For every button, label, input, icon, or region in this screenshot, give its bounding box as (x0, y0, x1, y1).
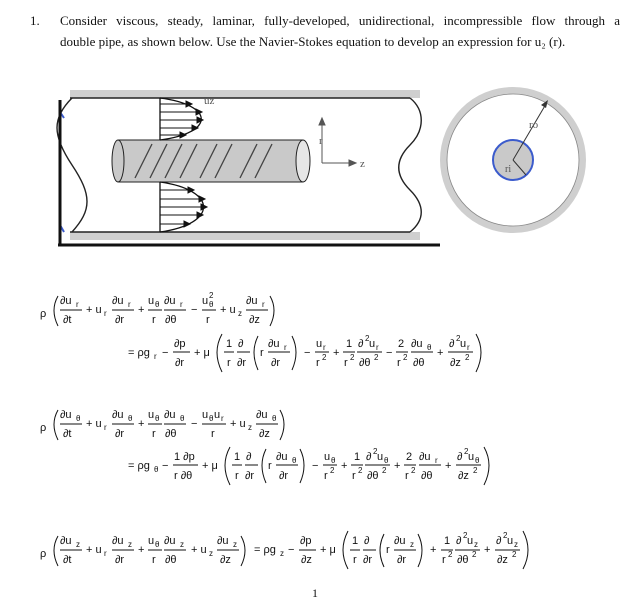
svg-text:∂: ∂ (238, 338, 244, 350)
svg-text:θ: θ (76, 414, 81, 423)
svg-text:−: − (386, 347, 393, 359)
svg-text:2: 2 (209, 291, 214, 300)
svg-text:∂u: ∂u (164, 535, 176, 547)
svg-text:r: r (376, 343, 379, 352)
theta-momentum-lhs (40, 409, 284, 440)
svg-text:∂: ∂ (449, 338, 455, 350)
svg-text:∂r: ∂r (279, 470, 289, 482)
svg-text:−: − (191, 304, 198, 316)
svg-text:r: r (180, 300, 183, 309)
svg-text:2: 2 (406, 451, 413, 463)
svg-text:r: r (152, 314, 156, 326)
velocity-label: uz (204, 95, 215, 107)
svg-text:∂: ∂ (457, 451, 463, 463)
svg-text:∂: ∂ (366, 451, 372, 463)
svg-text:u: u (148, 295, 155, 307)
svg-text:−: − (304, 347, 311, 359)
svg-text:r: r (442, 554, 446, 566)
svg-text:∂u: ∂u (164, 295, 176, 307)
svg-text:2: 2 (472, 550, 477, 559)
svg-text:∂t: ∂t (63, 314, 72, 326)
svg-text:∂θ: ∂θ (165, 428, 177, 440)
svg-text:∂u: ∂u (419, 451, 431, 463)
svg-text:∂θ: ∂θ (359, 357, 371, 369)
svg-text:∂u: ∂u (112, 295, 124, 307)
svg-text:∂z: ∂z (301, 554, 312, 566)
svg-text:2: 2 (322, 353, 327, 362)
svg-text:+ u: + u (191, 544, 207, 556)
svg-text:= ρg: = ρg (254, 544, 276, 556)
r-momentum-rhs (128, 334, 481, 372)
svg-text:r: r (386, 544, 390, 556)
outer-radius-label: ro (529, 119, 539, 131)
svg-text:θ: θ (272, 414, 277, 423)
svg-text:r: r (397, 357, 401, 369)
svg-text:θ: θ (209, 414, 214, 423)
svg-text:2: 2 (448, 550, 453, 559)
svg-text:+ u: + u (86, 544, 102, 556)
svg-text:r: r (211, 428, 215, 440)
svg-text:r: r (128, 300, 131, 309)
svg-text:1: 1 (352, 535, 359, 547)
z-momentum (40, 531, 528, 569)
svg-text:+: + (138, 418, 145, 430)
svg-text:r: r (221, 414, 224, 423)
svg-text:∂θ: ∂θ (421, 470, 433, 482)
svg-text:ρ: ρ (40, 422, 47, 434)
svg-text:1: 1 (226, 338, 233, 350)
svg-text:u: u (377, 451, 384, 463)
svg-text:u: u (316, 338, 323, 350)
svg-text:2: 2 (473, 466, 478, 475)
svg-text:r: r (323, 343, 326, 352)
axis-r-label: r (319, 135, 323, 147)
svg-text:∂r: ∂r (115, 314, 125, 326)
svg-text:∂z: ∂z (450, 357, 461, 369)
svg-text:2: 2 (358, 466, 363, 475)
svg-text:1: 1 (234, 451, 241, 463)
svg-text:u: u (324, 451, 331, 463)
svg-text:r: r (104, 309, 107, 318)
svg-text:∂: ∂ (456, 535, 462, 547)
svg-text:∂r: ∂r (363, 554, 373, 566)
svg-text:+: + (138, 304, 145, 316)
svg-text:∂p: ∂p (300, 535, 312, 547)
svg-text:∂z: ∂z (458, 470, 469, 482)
svg-text:+: + (333, 347, 340, 359)
svg-text:∂θ: ∂θ (457, 554, 469, 566)
svg-text:2: 2 (382, 466, 387, 475)
theta-momentum-rhs (128, 447, 489, 485)
svg-text:r: r (104, 423, 107, 432)
svg-text:u: u (460, 338, 467, 350)
svg-text:u: u (202, 409, 209, 421)
svg-text:∂u: ∂u (394, 535, 406, 547)
svg-text:∂t: ∂t (63, 554, 72, 566)
svg-text:∂: ∂ (496, 535, 502, 547)
svg-text:1: 1 (354, 451, 361, 463)
svg-text:2: 2 (398, 338, 405, 350)
svg-text:+: + (341, 460, 348, 472)
svg-text:−: − (162, 347, 169, 359)
svg-text:r: r (76, 300, 79, 309)
svg-text:= ρg: = ρg (128, 460, 150, 472)
svg-text:∂r: ∂r (115, 428, 125, 440)
svg-text:∂u: ∂u (60, 409, 72, 421)
svg-text:+: + (445, 460, 452, 472)
svg-text:θ: θ (155, 540, 160, 549)
svg-text:θ: θ (475, 456, 480, 465)
svg-text:θ: θ (128, 414, 133, 423)
svg-text:+: + (394, 460, 401, 472)
svg-text:2: 2 (330, 466, 335, 475)
svg-text:r: r (260, 347, 264, 359)
svg-text:+: + (430, 544, 437, 556)
svg-text:∂u: ∂u (411, 338, 423, 350)
svg-text:−: − (288, 544, 295, 556)
svg-text:∂r: ∂r (237, 357, 247, 369)
svg-text:+: + (484, 544, 491, 556)
svg-text:θ: θ (427, 343, 432, 352)
svg-text:r: r (467, 343, 470, 352)
svg-text:∂θ: ∂θ (165, 314, 177, 326)
svg-text:u: u (214, 409, 221, 421)
svg-text:u: u (468, 451, 475, 463)
svg-text:z: z (248, 423, 252, 432)
svg-text:u: u (369, 338, 376, 350)
svg-text:u: u (507, 535, 514, 547)
svg-text:∂u: ∂u (60, 295, 72, 307)
svg-text:2: 2 (456, 334, 461, 343)
svg-text:z: z (410, 540, 414, 549)
problem-number: 1. (30, 13, 40, 28)
svg-text:z: z (233, 540, 237, 549)
svg-text:θ: θ (154, 465, 159, 474)
svg-text:z: z (280, 549, 284, 558)
svg-text:+: + (138, 544, 145, 556)
svg-text:θ: θ (331, 456, 336, 465)
svg-text:∂z: ∂z (249, 314, 260, 326)
inner-radius-label: ri (505, 164, 512, 175)
svg-text:2: 2 (503, 531, 508, 540)
svg-text:θ: θ (180, 414, 185, 423)
svg-text:1: 1 (444, 535, 451, 547)
svg-text:2: 2 (365, 334, 370, 343)
svg-text:∂u: ∂u (217, 535, 229, 547)
svg-text:= ρg: = ρg (128, 347, 150, 359)
svg-text:2: 2 (403, 353, 408, 362)
svg-text:u: u (467, 535, 474, 547)
axis-z-label: z (360, 158, 365, 170)
svg-text:+ u: + u (220, 304, 236, 316)
svg-text:u: u (202, 295, 209, 307)
svg-text:2: 2 (350, 353, 355, 362)
svg-text:z: z (238, 309, 242, 318)
svg-text:∂: ∂ (358, 338, 364, 350)
svg-text:+ u: + u (86, 418, 102, 430)
svg-text:∂: ∂ (364, 535, 370, 547)
svg-text:+: + (437, 347, 444, 359)
svg-text:r: r (104, 549, 107, 558)
svg-text:r: r (405, 470, 409, 482)
svg-text:θ: θ (155, 414, 160, 423)
svg-text:r: r (324, 470, 328, 482)
svg-text:∂r: ∂r (245, 470, 255, 482)
svg-text:r: r (235, 470, 239, 482)
svg-text:ρ: ρ (40, 308, 47, 320)
svg-text:∂u: ∂u (60, 535, 72, 547)
svg-text:u: u (148, 409, 155, 421)
svg-text:∂u: ∂u (256, 409, 268, 421)
svg-text:2: 2 (463, 531, 468, 540)
svg-text:z: z (514, 540, 518, 549)
svg-text:∂p: ∂p (174, 338, 186, 350)
svg-text:∂r: ∂r (271, 357, 281, 369)
svg-text:z: z (76, 540, 80, 549)
svg-text:∂z: ∂z (497, 554, 508, 566)
svg-text:∂: ∂ (246, 451, 252, 463)
svg-text:2: 2 (512, 550, 517, 559)
svg-text:r ∂θ: r ∂θ (174, 470, 193, 482)
svg-text:r: r (435, 456, 438, 465)
svg-text:ρ: ρ (40, 548, 47, 560)
svg-text:r: r (353, 554, 357, 566)
svg-text:z: z (128, 540, 132, 549)
svg-text:1: 1 (346, 338, 353, 350)
svg-text:θ: θ (292, 456, 297, 465)
svg-text:−: − (312, 460, 319, 472)
svg-text:r: r (152, 554, 156, 566)
problem-text-line-1: Consider viscous, steady, laminar, fully-developed, unidirectional, incompressible flow through a (60, 13, 620, 28)
svg-text:θ: θ (209, 300, 214, 309)
svg-text:+ μ: + μ (202, 460, 218, 472)
svg-text:r: r (206, 314, 210, 326)
svg-text:∂r: ∂r (175, 357, 185, 369)
problem-text-line-2: double pipe, as shown below. Use the Navier-Stokes equation to develop an expression for u₂ (r). (60, 34, 566, 49)
svg-text:θ: θ (384, 456, 389, 465)
svg-text:z: z (209, 549, 213, 558)
svg-text:∂t: ∂t (63, 428, 72, 440)
svg-text:∂u: ∂u (276, 451, 288, 463)
svg-text:∂θ: ∂θ (367, 470, 379, 482)
svg-text:∂u: ∂u (112, 409, 124, 421)
svg-text:∂u: ∂u (164, 409, 176, 421)
svg-text:r: r (154, 352, 157, 361)
svg-text:r: r (284, 343, 287, 352)
svg-text:+ u: + u (86, 304, 102, 316)
svg-text:θ: θ (155, 300, 160, 309)
svg-text:2: 2 (373, 447, 378, 456)
svg-text:∂u: ∂u (246, 295, 258, 307)
svg-text:∂r: ∂r (115, 554, 125, 566)
svg-text:r: r (152, 428, 156, 440)
svg-text:r: r (227, 357, 231, 369)
svg-text:r: r (262, 300, 265, 309)
svg-text:r: r (316, 357, 320, 369)
svg-text:1 ∂p: 1 ∂p (174, 451, 195, 463)
svg-text:∂r: ∂r (397, 554, 407, 566)
svg-text:2: 2 (464, 447, 469, 456)
svg-text:∂u: ∂u (112, 535, 124, 547)
svg-text:2: 2 (411, 466, 416, 475)
svg-text:+ μ: + μ (194, 347, 210, 359)
svg-text:r: r (352, 470, 356, 482)
svg-text:∂z: ∂z (220, 554, 231, 566)
svg-text:2: 2 (374, 353, 379, 362)
svg-text:∂θ: ∂θ (413, 357, 425, 369)
svg-text:∂z: ∂z (259, 428, 270, 440)
svg-text:2: 2 (465, 353, 470, 362)
svg-text:z: z (180, 540, 184, 549)
svg-text:∂θ: ∂θ (165, 554, 177, 566)
svg-text:+ μ: + μ (320, 544, 336, 556)
svg-text:u: u (148, 535, 155, 547)
svg-text:r: r (344, 357, 348, 369)
svg-text:+ u: + u (230, 418, 246, 430)
r-momentum-lhs (40, 291, 274, 326)
svg-text:z: z (474, 540, 478, 549)
svg-text:−: − (162, 460, 169, 472)
svg-text:−: − (191, 418, 198, 430)
svg-text:∂u: ∂u (268, 338, 280, 350)
svg-text:r: r (268, 460, 272, 472)
page-number: 1 (312, 586, 318, 600)
